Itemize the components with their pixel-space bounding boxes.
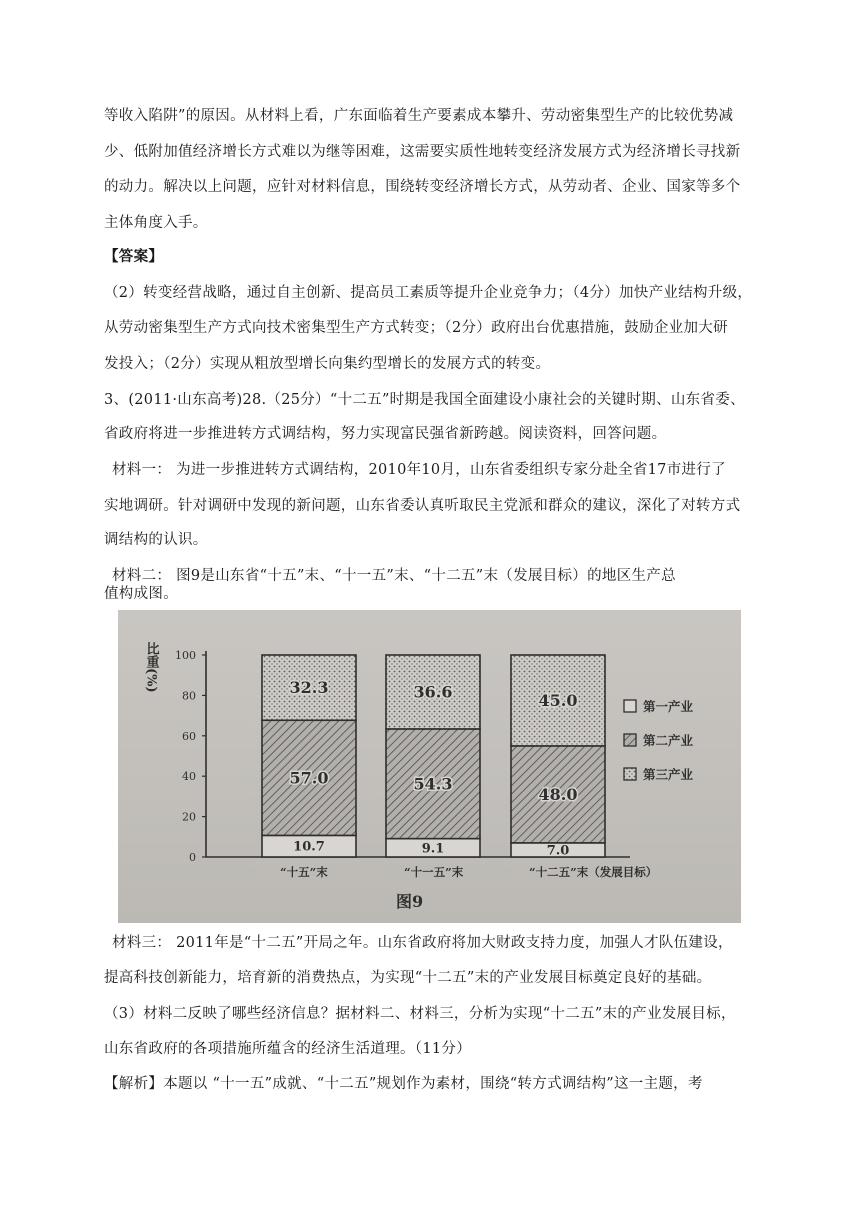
y-tick-label: 0 xyxy=(189,851,196,864)
bar-value-label: 48.0 xyxy=(538,784,578,804)
legend-label: 第三产业 xyxy=(643,767,694,782)
paragraph-line: 的动力。解决以上问题，应针对材料信息，围绕转变经济增长方式，从劳动者、企业、国家等多个 xyxy=(104,179,741,195)
legend-label: 第二产业 xyxy=(643,733,694,748)
bar-value-label: 7.0 xyxy=(546,843,570,859)
question-line: 3、(2011·山东高考)28.（25分）“十二五”时期是我国全面建设小康社会的关键时期、山东省委、 xyxy=(104,392,745,408)
legend-swatch xyxy=(624,734,636,746)
bar-value-label: 10.7 xyxy=(293,839,325,855)
paragraph-line: 等收入陷阱”的原因。从材料上看，广东面临着生产要素成本攀升、劳动密集型生产的比较优势减 xyxy=(104,108,734,124)
question-three-line: 山东省政府的各项措施所蕴含的经济生活道理。（11分） xyxy=(104,1041,471,1057)
stacked-bar-chart xyxy=(118,610,741,923)
figure-caption: 图9 xyxy=(396,892,424,911)
bar-value-label: 57.0 xyxy=(289,768,329,788)
answer-heading: 【答案】 xyxy=(104,248,164,265)
x-category-label: “十五”末 xyxy=(280,865,328,879)
bar-value-label: 9.1 xyxy=(421,841,445,857)
bar-value-label: 54.3 xyxy=(413,774,453,794)
figure-9-photo xyxy=(118,610,741,923)
material-one-line: 材料一： 为进一步推进转方式调结构，2010年10月，山东省委组织专家分赴全省17市进行了 xyxy=(112,462,726,478)
y-tick-label: 100 xyxy=(175,649,196,662)
answer-line: 发投入；（2分）实现从粗放型增长向集约型增长的发展方式的转变。 xyxy=(104,356,551,372)
y-tick-label: 60 xyxy=(182,729,196,743)
y-axis-label: 比重(%) xyxy=(143,642,159,693)
answer-line: （2）转变经营战略，通过自主创新、提高员工素质等提升企业竞争力；（4分）加快产业结构升级， xyxy=(104,285,753,301)
bar-value-label: 36.6 xyxy=(413,682,453,702)
material-two-line: 材料二： 图9是山东省“十五”末、“十一五”末、“十二五”末（发展目标）的地区生产总 xyxy=(112,568,676,584)
bar-value-label: 32.3 xyxy=(289,678,329,698)
answer-line: 从劳动密集型生产方式向技术密集型生产方式转变；（2分）政府出台优惠措施，鼓励企业加大研 xyxy=(104,320,728,336)
bar-value-label: 45.0 xyxy=(538,691,578,711)
material-one-line: 调结构的认识。 xyxy=(104,532,208,548)
paragraph-line: 主体角度入手。 xyxy=(104,215,208,231)
y-tick-label: 40 xyxy=(182,770,196,784)
question-line: 省政府将进一步推进转方式调结构，努力实现富民强省新跨越。阅读资料，回答问题。 xyxy=(104,426,667,442)
paragraph-line: 少、低附加值经济增长方式难以为继等困难，这需要实质性地转变经济发展方式为经济增长寻找新 xyxy=(104,144,741,160)
legend-label: 第一产业 xyxy=(643,699,694,714)
material-three-line: 提高科技创新能力，培育新的消费热点，为实现“十二五”末的产业发展目标奠定良好的基础。 xyxy=(104,970,712,986)
y-tick-label: 80 xyxy=(182,689,196,703)
material-one-line: 实地调研。针对调研中发现的新问题，山东省委认真听取民主党派和群众的建议，深化了对转方式 xyxy=(104,498,741,514)
material-two-line: 值构成图。 xyxy=(104,586,178,602)
y-tick-label: 20 xyxy=(182,810,196,824)
legend-swatch xyxy=(624,768,636,780)
x-category-label: “十一五”末 xyxy=(404,865,464,879)
question-three-line: （3）材料二反映了哪些经济信息？据材料二、材料三，分析为实现“十二五”末的产业发展目标， xyxy=(104,1006,736,1022)
x-category-label: “十二五”末（发展目标） xyxy=(529,865,658,879)
material-three-line: 材料三： 2011年是“十二五”开局之年。山东省政府将加大财政支持力度，加强人才队伍建设， xyxy=(112,935,733,951)
legend-swatch xyxy=(624,700,636,712)
analysis-line: 【解析】本题以 “十一五”成就、“十二五”规划作为素材，围绕“转方式调结构”这一主题，考 xyxy=(104,1076,703,1092)
